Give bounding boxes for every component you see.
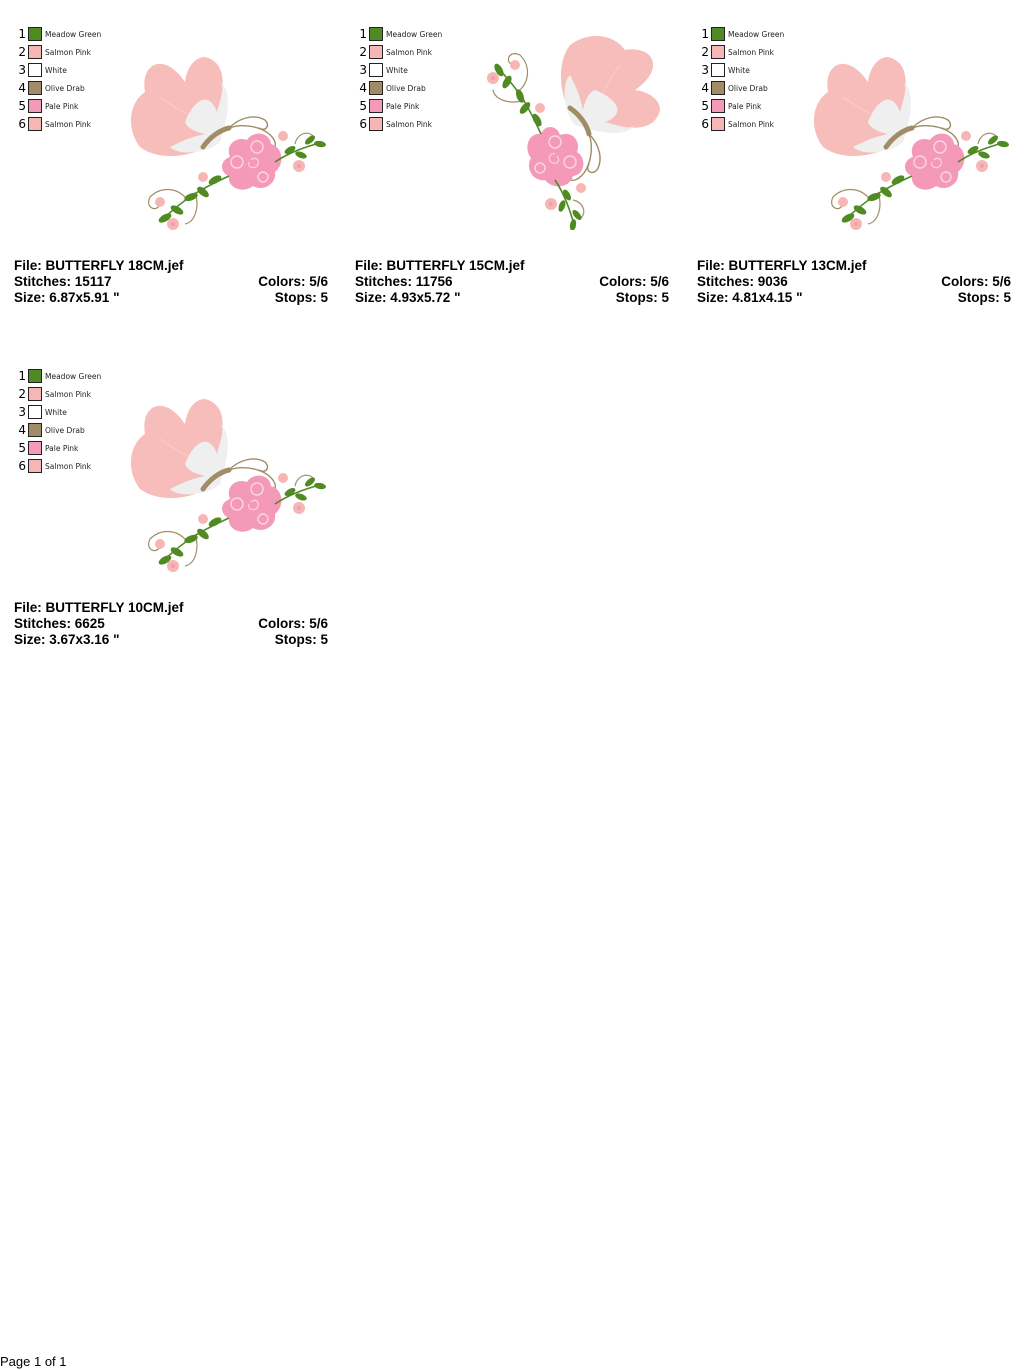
color-swatch	[28, 441, 42, 455]
file-name: File: BUTTERFLY 10CM.jef	[14, 600, 184, 615]
legend-color-name: Meadow Green	[386, 29, 443, 39]
color-swatch	[711, 27, 725, 41]
legend-row	[14, 458, 91, 474]
design-card	[355, 26, 675, 326]
legend-color-name: Olive Drab	[728, 83, 768, 93]
legend-color-name: Pale Pink	[45, 443, 79, 453]
legend-number: 5	[359, 99, 367, 113]
legend-number: 2	[359, 45, 367, 59]
butterfly-design-image	[120, 52, 330, 232]
design-card	[697, 26, 1017, 326]
legend-row	[697, 116, 774, 132]
stop-count: Stops: 5	[615, 290, 669, 305]
legend-color-name: Pale Pink	[45, 101, 79, 111]
color-swatch	[28, 423, 42, 437]
legend-row	[697, 44, 774, 60]
stitch-count: Stitches: 15117	[14, 274, 112, 289]
legend-row	[14, 44, 91, 60]
legend-number: 5	[18, 441, 26, 455]
legend-color-name: Salmon Pink	[386, 119, 433, 129]
legend-row	[355, 62, 408, 78]
legend-number: 1	[18, 369, 26, 383]
design-size: Size: 4.93x5.72 "	[355, 290, 461, 305]
legend-number: 6	[18, 459, 26, 473]
color-swatch	[369, 81, 383, 95]
design-card	[14, 26, 334, 326]
legend-number: 2	[18, 45, 26, 59]
legend-number: 1	[359, 27, 367, 41]
legend-number: 5	[18, 99, 26, 113]
legend-number: 3	[701, 63, 709, 77]
color-swatch	[369, 45, 383, 59]
legend-number: 3	[359, 63, 367, 77]
legend-row	[355, 116, 432, 132]
color-swatch	[369, 99, 383, 113]
legend-color-name: Olive Drab	[386, 83, 426, 93]
legend-color-name: Meadow Green	[45, 29, 102, 39]
color-swatch	[711, 99, 725, 113]
butterfly-design-image	[120, 394, 330, 574]
color-swatch	[369, 27, 383, 41]
legend-row	[697, 62, 750, 78]
legend-number: 4	[359, 81, 367, 95]
color-count: Colors: 5/6	[599, 274, 669, 289]
color-swatch	[711, 45, 725, 59]
legend-color-name: White	[728, 65, 750, 75]
legend-row	[697, 80, 768, 96]
color-count: Colors: 5/6	[941, 274, 1011, 289]
legend-color-name: Salmon Pink	[45, 47, 92, 57]
color-swatch	[369, 117, 383, 131]
legend-row	[14, 368, 101, 384]
stitch-count: Stitches: 6625	[14, 616, 105, 631]
color-swatch	[28, 99, 42, 113]
legend-number: 4	[701, 81, 709, 95]
color-swatch	[28, 459, 42, 473]
color-swatch	[28, 45, 42, 59]
legend-color-name: Salmon Pink	[728, 47, 775, 57]
legend-row	[14, 422, 85, 438]
legend-row	[14, 62, 67, 78]
legend-color-name: White	[386, 65, 408, 75]
legend-number: 4	[18, 81, 26, 95]
stop-count: Stops: 5	[274, 632, 328, 647]
legend-row	[355, 98, 419, 114]
design-card	[14, 368, 334, 668]
legend-number: 4	[18, 423, 26, 437]
butterfly-design-image	[803, 52, 1013, 232]
color-swatch	[28, 369, 42, 383]
legend-color-name: Salmon Pink	[45, 119, 92, 129]
legend-row	[14, 116, 91, 132]
legend-color-name: Salmon Pink	[386, 47, 433, 57]
legend-color-name: Salmon Pink	[728, 119, 775, 129]
legend-number: 3	[18, 63, 26, 77]
stitch-count: Stitches: 9036	[697, 274, 788, 289]
legend-row	[14, 440, 78, 456]
legend-color-name: Olive Drab	[45, 83, 85, 93]
legend-number: 6	[359, 117, 367, 131]
legend-row	[697, 26, 784, 42]
legend-row	[14, 98, 78, 114]
legend-number: 2	[701, 45, 709, 59]
legend-number: 3	[18, 405, 26, 419]
legend-number: 1	[701, 27, 709, 41]
stop-count: Stops: 5	[957, 290, 1011, 305]
color-swatch	[28, 405, 42, 419]
file-name: File: BUTTERFLY 18CM.jef	[14, 258, 184, 273]
legend-number: 6	[18, 117, 26, 131]
legend-color-name: Pale Pink	[386, 101, 420, 111]
design-size: Size: 4.81x4.15 "	[697, 290, 803, 305]
color-swatch	[28, 117, 42, 131]
legend-row	[697, 98, 761, 114]
legend-row	[355, 26, 442, 42]
color-count: Colors: 5/6	[258, 616, 328, 631]
color-count: Colors: 5/6	[258, 274, 328, 289]
design-size: Size: 6.87x5.91 "	[14, 290, 120, 305]
legend-color-name: Meadow Green	[45, 371, 102, 381]
legend-row	[355, 80, 426, 96]
legend-row	[355, 44, 432, 60]
color-swatch	[28, 63, 42, 77]
legend-number: 6	[701, 117, 709, 131]
legend-row	[14, 80, 85, 96]
legend-color-name: Meadow Green	[728, 29, 785, 39]
color-swatch	[28, 27, 42, 41]
legend-color-name: Pale Pink	[728, 101, 762, 111]
design-size: Size: 3.67x3.16 "	[14, 632, 120, 647]
color-swatch	[28, 387, 42, 401]
legend-number: 2	[18, 387, 26, 401]
legend-color-name: Olive Drab	[45, 425, 85, 435]
legend-row	[14, 404, 67, 420]
legend-color-name: White	[45, 65, 67, 75]
legend-number: 1	[18, 27, 26, 41]
color-swatch	[28, 81, 42, 95]
legend-number: 5	[701, 99, 709, 113]
color-swatch	[711, 63, 725, 77]
stitch-count: Stitches: 11756	[355, 274, 453, 289]
stop-count: Stops: 5	[274, 290, 328, 305]
legend-color-name: Salmon Pink	[45, 461, 92, 471]
page-number: Page 1 of 1	[0, 1354, 67, 1369]
file-name: File: BUTTERFLY 15CM.jef	[355, 258, 525, 273]
color-swatch	[711, 81, 725, 95]
color-swatch	[369, 63, 383, 77]
legend-color-name: White	[45, 407, 67, 417]
butterfly-design-image	[465, 30, 665, 255]
legend-row	[14, 26, 101, 42]
legend-row	[14, 386, 91, 402]
color-swatch	[711, 117, 725, 131]
file-name: File: BUTTERFLY 13CM.jef	[697, 258, 867, 273]
legend-color-name: Salmon Pink	[45, 389, 92, 399]
